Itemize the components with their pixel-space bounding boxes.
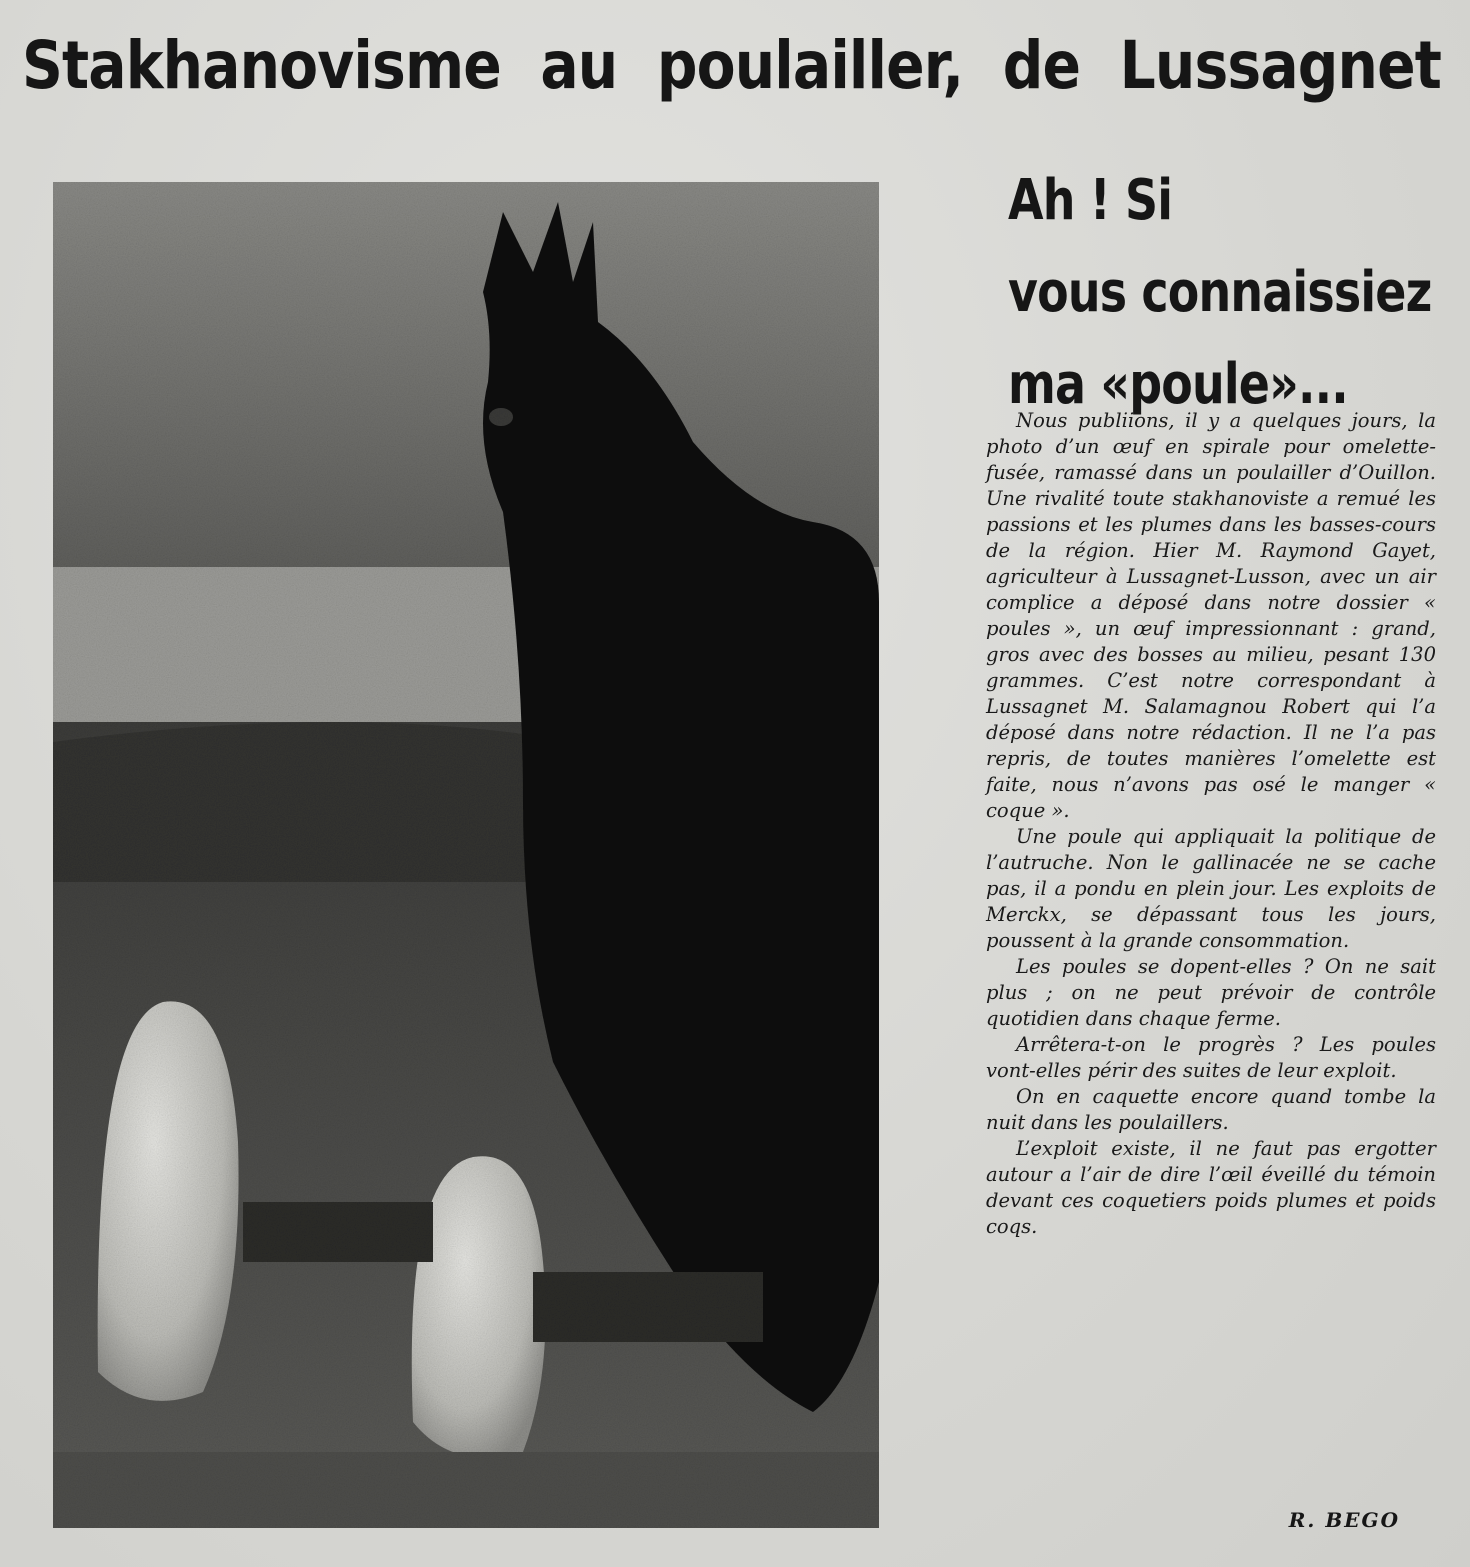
article-body <box>986 408 1436 1240</box>
article-paragraph: Les poules se dopent-elles ? On ne sait plus ; on ne peut prévoir de contrôle quotidien dans chaque ferme. <box>986 955 1436 1030</box>
headline: Stakhanovisme au poulailler, de Lussagnet <box>22 27 1441 104</box>
hen-with-eggs-photo <box>53 182 879 1528</box>
article-paragraph: Arrêtera-t-on le progrès ? Les poules vont-elles périr des suites de leur exploit. <box>986 1033 1436 1082</box>
article-paragraph: Une poule qui appliquait la politique de l’autruche. Non le gallinacée ne se cache pas, il a pondu en plein jour. Les exploits de Merckx, se dépassant tous les jours, poussent à la grande consommation. <box>986 825 1436 952</box>
subheadline-line-3: ma «poule»... <box>1008 352 1348 417</box>
article-paragraph: On en caquette encore quand tombe la nuit dans les poulaillers. <box>986 1085 1436 1134</box>
subheadline-line-2: vous connaissiez <box>1008 260 1432 325</box>
article-paragraph: Nous publiions, il y a quelques jours, la photo d’un œuf en spirale pour omelette-fusée, ramassé dans un poulailler d’Ouillon. Une rivalité toute stakhanoviste a remué les passions et les plumes dans les basses-cours de la région. Hier M. Raymond Gayet, agriculteur à Lussagnet-Lusson, avec un air complice a déposé dans notre dossier « poules », un œuf impressionnant : grand, gros avec des bosses au milieu, pesant 130 grammes. C’est notre correspondant à Lussagnet M. Salamagnou Robert qui l’a déposé dans notre rédaction. Il ne l’a pas repris, de toutes manières l’omelette est faite, nous n’avons pas osé le manger « coque ». <box>986 409 1436 822</box>
subheadline <box>1008 155 1470 431</box>
photo-illustration <box>53 182 879 1528</box>
article-paragraph: L’exploit existe, il ne faut pas ergotter autour a l’air de dire l’œil éveillé du témoin devant ces coquetiers poids plumes et poids coqs. <box>986 1137 1436 1238</box>
subheadline-line-1: Ah ! Si <box>1008 168 1173 233</box>
byline: R. BEGO <box>1288 1508 1400 1532</box>
